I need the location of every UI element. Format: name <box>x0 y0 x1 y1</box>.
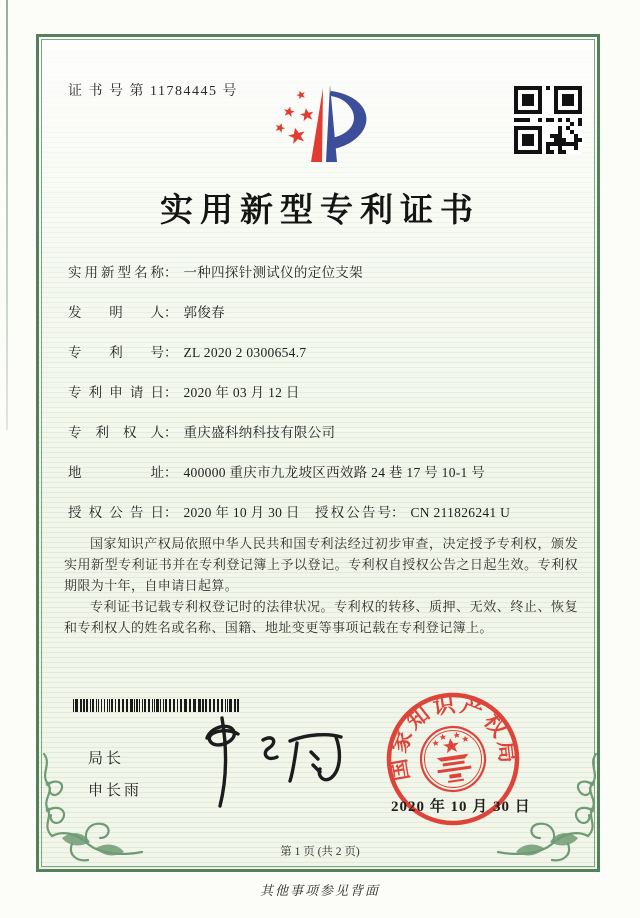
field-label: 授权公告日 <box>68 505 164 520</box>
seal-text: 国家知识产权局 <box>384 691 521 783</box>
field-row-patent-number <box>68 341 573 361</box>
certificate-title: 实用新型专利证书 <box>160 193 480 229</box>
barcode <box>73 699 240 712</box>
legal-paragraph-2: 专利证书记载专利权登记时的法律状况。专利权的转移、质押、无效、终止、恢复和专利权人的姓名或名称、国籍、地址变更等事项记载在专利登记簿上。 <box>64 599 578 635</box>
officer-title: 局长 <box>88 751 125 767</box>
field-label: 地址 <box>68 465 164 480</box>
field-colon: ： <box>164 305 178 320</box>
officer-name: 申长雨 <box>88 783 143 799</box>
field-label: 专利权人 <box>68 425 164 440</box>
field-value: 2020 年 10 月 30 日 <box>183 505 300 520</box>
field-colon: ： <box>164 385 178 400</box>
field-colon: ： <box>164 265 178 280</box>
field-value: 400000 重庆市九龙坡区西效路 24 巷 17 号 10-1 号 <box>183 465 486 480</box>
legal-paragraph-1: 国家知识产权局依照中华人民共和国专利法经过初步审查，决定授予专利权，颁发实用新型专利证书并在专利登记簿上予以登记。专利权自授权公告之日起生效。专利权期限为十年，自申请日起算。 <box>64 536 578 593</box>
field-row-patentee <box>68 421 573 441</box>
back-side-note: 其他事项参见背面 <box>259 883 380 898</box>
field-value: ZL 2020 2 0300654.7 <box>183 345 307 360</box>
certificate-number: 证 书 号 第 11784445 号 <box>68 84 238 99</box>
field-label: 专利申请日 <box>68 385 164 400</box>
national-emblem-icon <box>417 723 489 795</box>
field-value: 郭俊春 <box>183 305 225 320</box>
field-value: 一种四探针测试仪的定位支架 <box>183 265 363 280</box>
cnipa-logo <box>273 82 378 164</box>
field-colon: ： <box>164 465 178 480</box>
field-label: 实用新型名称 <box>68 265 164 280</box>
field-colon: ： <box>164 345 178 360</box>
qr-code <box>514 86 582 154</box>
field-row-address <box>68 461 573 481</box>
field-row-filing-date <box>68 381 573 401</box>
field-value: 2020 年 03 月 12 日 <box>183 385 300 400</box>
field-colon: ： <box>391 505 405 520</box>
field-colon: ： <box>164 505 178 520</box>
field-label: 授权公告号 <box>315 505 391 520</box>
seal-date: 2020 年 10 月 30 日 <box>391 799 531 815</box>
field-row-name <box>68 261 573 281</box>
page-number: 第 1 页 (共 2 页) <box>280 846 360 858</box>
field-colon: ： <box>164 425 178 440</box>
field-row-inventor <box>68 301 573 321</box>
director-signature <box>183 714 345 810</box>
field-label: 专利号 <box>68 345 164 360</box>
field-value: 重庆盛科纳科技有限公司 <box>183 425 336 440</box>
field-row-grant <box>68 501 573 521</box>
svg-text:国家知识产权局 <box>377 683 522 783</box>
field-value: CN 211826241 U <box>410 505 511 520</box>
field-label: 发明人 <box>68 305 164 320</box>
